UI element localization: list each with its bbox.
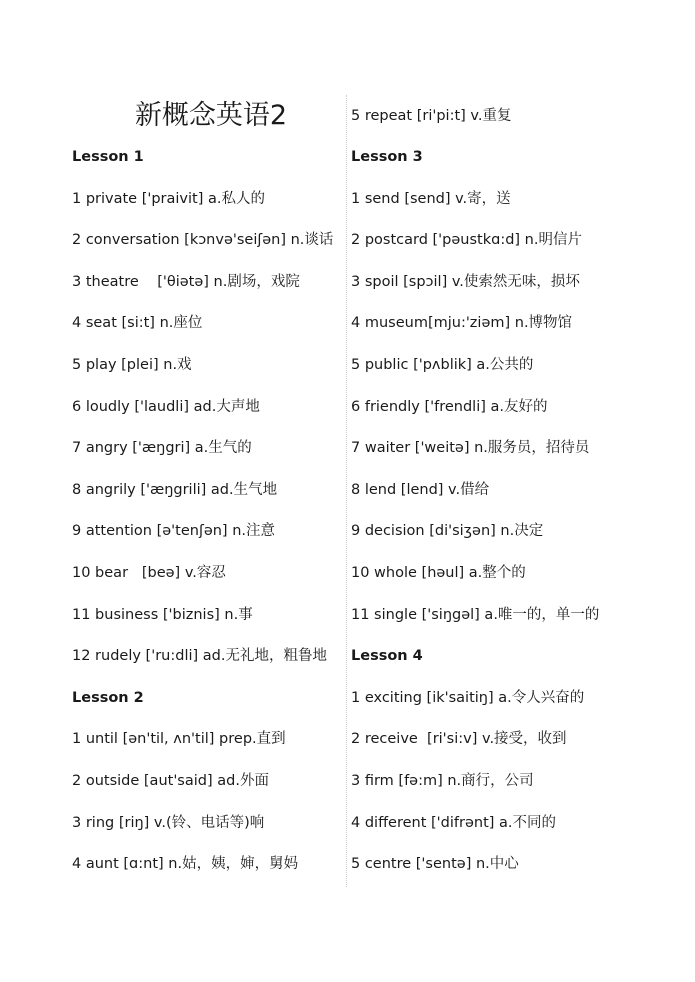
vocab-entry: 9 attention [ə'tenʃən] n.注意 <box>72 523 275 540</box>
right-vocab-list <box>351 137 651 886</box>
vocab-entry: 2 postcard ['pəustkɑ:d] n.明信片 <box>351 232 582 249</box>
vocab-entry: 3 ring [riŋ] v.(铃、电话等)响 <box>72 814 265 831</box>
right-column <box>351 95 651 886</box>
vocab-entry: 6 friendly ['frendli] a.友好的 <box>351 398 548 415</box>
lesson-heading: Lesson 3 <box>351 149 423 165</box>
vocab-entry: 1 exciting [ik'saitiŋ] a.令人兴奋的 <box>351 689 585 706</box>
lesson-heading: Lesson 2 <box>72 689 144 706</box>
vocab-entry: 1 send [send] v.寄，送 <box>351 190 511 207</box>
vocab-entry: 3 firm [fə:m] n.商行，公司 <box>351 772 534 789</box>
vocab-entry: 8 lend [lend] v.借给 <box>351 481 490 498</box>
vocab-entry: 5 repeat [ri'pi:t] v.重复 <box>351 108 512 124</box>
vocab-entry: 4 different ['difrənt] a.不同的 <box>351 814 557 831</box>
column-divider <box>346 95 347 887</box>
vocab-entry: 8 angrily ['æŋgrili] ad.生气地 <box>72 481 278 498</box>
left-vocab-list <box>72 137 340 886</box>
vocab-entry: 10 bear [beə] v.容忍 <box>72 564 226 581</box>
vocab-entry: 1 private ['praivit] a.私人的 <box>72 190 265 207</box>
vocab-entry: 5 public ['pʌblik] a.公共的 <box>351 356 534 373</box>
left-column <box>72 95 340 886</box>
vocab-entry: 2 receive [ri'si:v] v.接受，收到 <box>351 731 567 748</box>
vocab-entry: 4 aunt [ɑ:nt] n.姑，姨，婶，舅妈 <box>72 856 299 873</box>
vocab-entry: 7 angry ['æŋgri] a.生气的 <box>72 440 252 457</box>
vocab-entry: 5 centre ['sentə] n.中心 <box>351 856 519 873</box>
vocab-entry: 9 decision [di'siʒən] n.决定 <box>351 523 544 540</box>
vocab-entry: 4 museum[mju:'ziəm] n.博物馆 <box>351 315 573 332</box>
vocab-entry: 6 loudly ['laudli] ad.大声地 <box>72 398 260 415</box>
page-title: 新概念英语2 <box>134 100 288 131</box>
vocab-entry: 5 play [plei] n.戏 <box>72 356 192 373</box>
vocab-entry: 1 until [ən'til, ʌn'til] prep.直到 <box>72 731 286 748</box>
vocab-entry: 7 waiter ['weitə] n.服务员，招待员 <box>351 440 590 457</box>
vocab-entry: 10 whole [həul] a.整个的 <box>351 564 526 581</box>
vocab-entry: 11 single ['siŋgəl] a.唯一的，单一的 <box>351 606 600 623</box>
lesson-heading: Lesson 1 <box>72 149 144 165</box>
vocab-entry: 11 business ['biznis] n.事 <box>72 606 253 623</box>
lesson-heading: Lesson 4 <box>351 648 423 665</box>
vocab-entry: 3 theatre ['θiətə] n.剧场，戏院 <box>72 273 300 290</box>
vocab-entry: 2 conversation [kɔnvə'seiʃən] n.谈话 <box>72 232 334 249</box>
vocab-entry: 12 rudely ['ru:dli] ad.无礼地，粗鲁地 <box>72 648 327 665</box>
vocab-entry: 2 outside [aut'said] ad.外面 <box>72 772 269 789</box>
vocab-entry: 4 seat [si:t] n.座位 <box>72 315 203 332</box>
vocab-entry: 3 spoil [spɔil] v.使索然无味，损坏 <box>351 273 580 290</box>
